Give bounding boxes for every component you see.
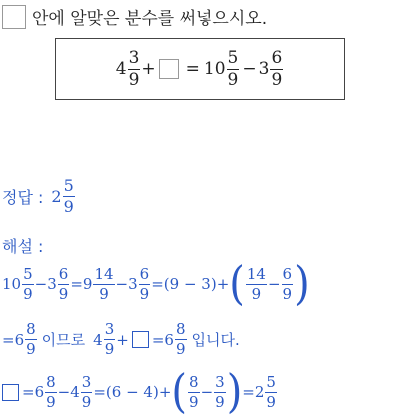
l3-p2-whole: 4	[70, 383, 80, 401]
l1-p4-den: 9	[139, 284, 150, 303]
l2-text-2: 입니다.	[191, 331, 240, 349]
l1-minus-3: −	[267, 275, 281, 293]
b-den: 9	[227, 69, 239, 90]
l3-p2-num: 3	[81, 372, 92, 391]
answer-num: 5	[63, 176, 74, 195]
minus-sign: −	[242, 59, 257, 79]
l2-text-1: 이므로	[41, 331, 86, 349]
l3-minus-1: −	[57, 383, 71, 401]
l2-a-num: 3	[104, 320, 115, 338]
l3-p4-num: 3	[215, 372, 225, 391]
solution-line-2	[2, 322, 240, 357]
l3-blank-box-icon	[2, 384, 19, 401]
l1-p6-den: 9	[282, 284, 293, 303]
l2-a-den: 9	[104, 340, 115, 358]
l3-close-paren: )	[226, 365, 243, 419]
l2-r-whole: 6	[14, 330, 25, 349]
problem-equation	[56, 39, 344, 99]
l1-p4-num: 6	[139, 264, 150, 283]
l1-p3-den: 9	[99, 284, 109, 303]
answer-blank-box[interactable]	[159, 59, 179, 79]
l3-minus-2: −	[200, 383, 214, 401]
a-num: 3	[128, 47, 140, 68]
question-text: 안에 알맞은 분수를 써넣으시오.	[32, 9, 268, 29]
l1-eq-1: =	[70, 275, 83, 293]
l1-p1-den: 9	[23, 284, 33, 303]
l1-p2-whole: 3	[47, 275, 57, 293]
l3-paren-group: (6 − 4)	[105, 383, 159, 401]
l1-p3-whole: 9	[82, 275, 93, 293]
l1-paren-group: (9 − 3)	[163, 275, 217, 293]
c-num: 6	[271, 47, 283, 68]
l2-r2-num: 8	[175, 320, 186, 338]
plus-sign: +	[141, 59, 156, 79]
l1-p5-den: 9	[251, 284, 262, 303]
l1-p2-num: 6	[58, 264, 69, 283]
l3-p1-den: 9	[46, 392, 56, 411]
c-whole: 3	[258, 59, 270, 79]
l1-eq-2: =	[151, 275, 164, 293]
answer-den: 9	[63, 197, 74, 216]
l3-p3-den: 9	[189, 392, 199, 411]
blank-box-icon	[2, 5, 26, 29]
question-line	[2, 4, 267, 29]
c-den: 9	[271, 69, 283, 90]
l3-res-num: 5	[266, 372, 276, 391]
l3-p3-num: 8	[189, 372, 199, 391]
l3-res-whole: 2	[254, 383, 265, 401]
l1-plus: +	[216, 275, 230, 293]
l3-eq-1: =	[22, 383, 35, 401]
l3-p2-den: 9	[81, 392, 92, 411]
problem-box	[55, 38, 345, 100]
l1-open-paren: (	[229, 257, 245, 311]
answer-label: 정답 :	[2, 188, 44, 207]
l3-eq-3: =	[242, 383, 255, 401]
l2-r-den: 9	[26, 340, 36, 358]
b-whole: 10	[203, 59, 226, 79]
equals-sign: =	[185, 59, 200, 79]
l3-plus: +	[158, 383, 172, 401]
l3-open-paren: (	[171, 365, 188, 419]
l1-p3-num: 14	[94, 264, 114, 283]
answer-whole: 2	[51, 187, 62, 206]
b-num: 5	[227, 47, 239, 68]
l1-p4-whole: 3	[128, 275, 138, 293]
l1-p5-num: 14	[246, 264, 266, 283]
solution-label: 해설 :	[2, 237, 44, 256]
a-den: 9	[128, 69, 140, 90]
answer-line	[2, 178, 76, 215]
l3-res-den: 9	[266, 392, 276, 411]
solution-line-1	[2, 257, 310, 311]
l2-a-whole: 4	[93, 330, 103, 349]
l2-plus: +	[116, 330, 129, 349]
l2-r2-den: 9	[175, 340, 186, 358]
l1-p1-num: 5	[23, 264, 33, 283]
l1-p1-whole: 10	[2, 275, 22, 293]
l2-blank-box-icon	[132, 331, 149, 348]
a-whole: 4	[115, 59, 127, 79]
l3-p4-den: 9	[215, 392, 225, 411]
l1-p6-num: 6	[282, 264, 293, 283]
l3-p1-whole: 6	[34, 383, 45, 401]
l2-eq: =	[2, 330, 15, 349]
l2-eq-2: =	[151, 330, 165, 349]
l2-r2-whole: 6	[164, 330, 174, 349]
l1-close-paren: )	[294, 257, 310, 311]
l3-eq-2: =	[93, 383, 106, 401]
l1-p2-den: 9	[58, 284, 69, 303]
l1-minus-2: −	[115, 275, 129, 293]
l2-r-num: 8	[26, 320, 36, 338]
l1-minus-1: −	[34, 275, 48, 293]
l3-p1-num: 8	[46, 372, 56, 391]
solution-line-3	[2, 365, 278, 419]
